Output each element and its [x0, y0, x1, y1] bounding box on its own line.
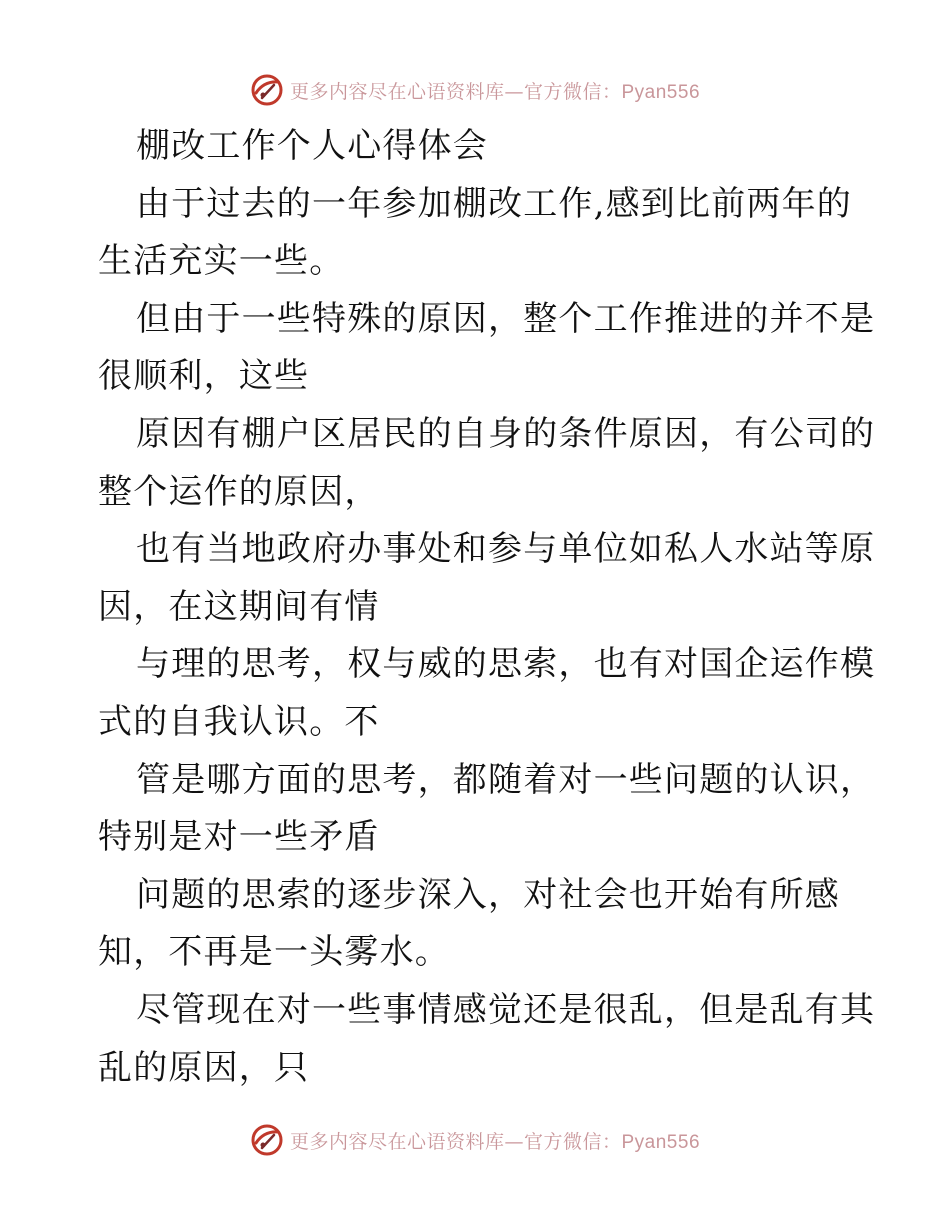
footer-banner-text [290, 1127, 700, 1154]
document-body [98, 118, 876, 1097]
paragraph-line: 与理的思考，权与威的思索，也有对国企运作模 [136, 644, 876, 685]
paragraph-line: 式的自我认识。不 [98, 701, 380, 742]
paragraph-line: 但由于一些特殊的原因，整个工作推进的并不是 [136, 298, 876, 339]
paragraph-line: 原因有棚户区居民的自身的条件原因，有公司的 [136, 413, 876, 454]
paragraph-line: 问题的思索的逐步深入，对社会也开始有所感 [136, 874, 840, 915]
paragraph-line: 特别是对一些矛盾 [98, 817, 380, 858]
header-banner-text [290, 77, 700, 104]
header-site-text: 更多内容尽在心语资料库—官方微信： [289, 80, 622, 103]
footer-banner [0, 1120, 950, 1160]
header-wechat-id: Pyan556 [621, 81, 701, 103]
document-title: 棚改工作个人心得体会 [136, 126, 488, 166]
paragraph-line: 生活充实一些。 [98, 241, 345, 282]
paragraph-line: 知，不再是一头雾水。 [98, 932, 450, 973]
footer-wechat-id: Pyan556 [621, 1131, 701, 1153]
paragraph-line: 由于过去的一年参加棚改工作,感到比前两年的 [136, 183, 853, 224]
header-banner [0, 70, 950, 110]
paragraph-line: 乱的原因，只 [98, 1047, 310, 1088]
paragraph-line: 因，在这期间有情 [98, 586, 380, 627]
paragraph-line: 也有当地政府办事处和参与单位如私人水站等原 [136, 529, 876, 570]
paragraph-line: 整个运作的原因， [98, 471, 380, 512]
paragraph-line: 管是哪方面的思考，都随着对一些问题的认识， [136, 759, 876, 800]
footer-site-text: 更多内容尽在心语资料库—官方微信： [289, 1130, 622, 1153]
brand-logo-icon [250, 1123, 284, 1157]
paragraph-line: 尽管现在对一些事情感觉还是很乱，但是乱有其 [136, 989, 876, 1030]
paragraph-line: 很顺利，这些 [98, 356, 310, 397]
brand-logo-icon [250, 73, 284, 107]
